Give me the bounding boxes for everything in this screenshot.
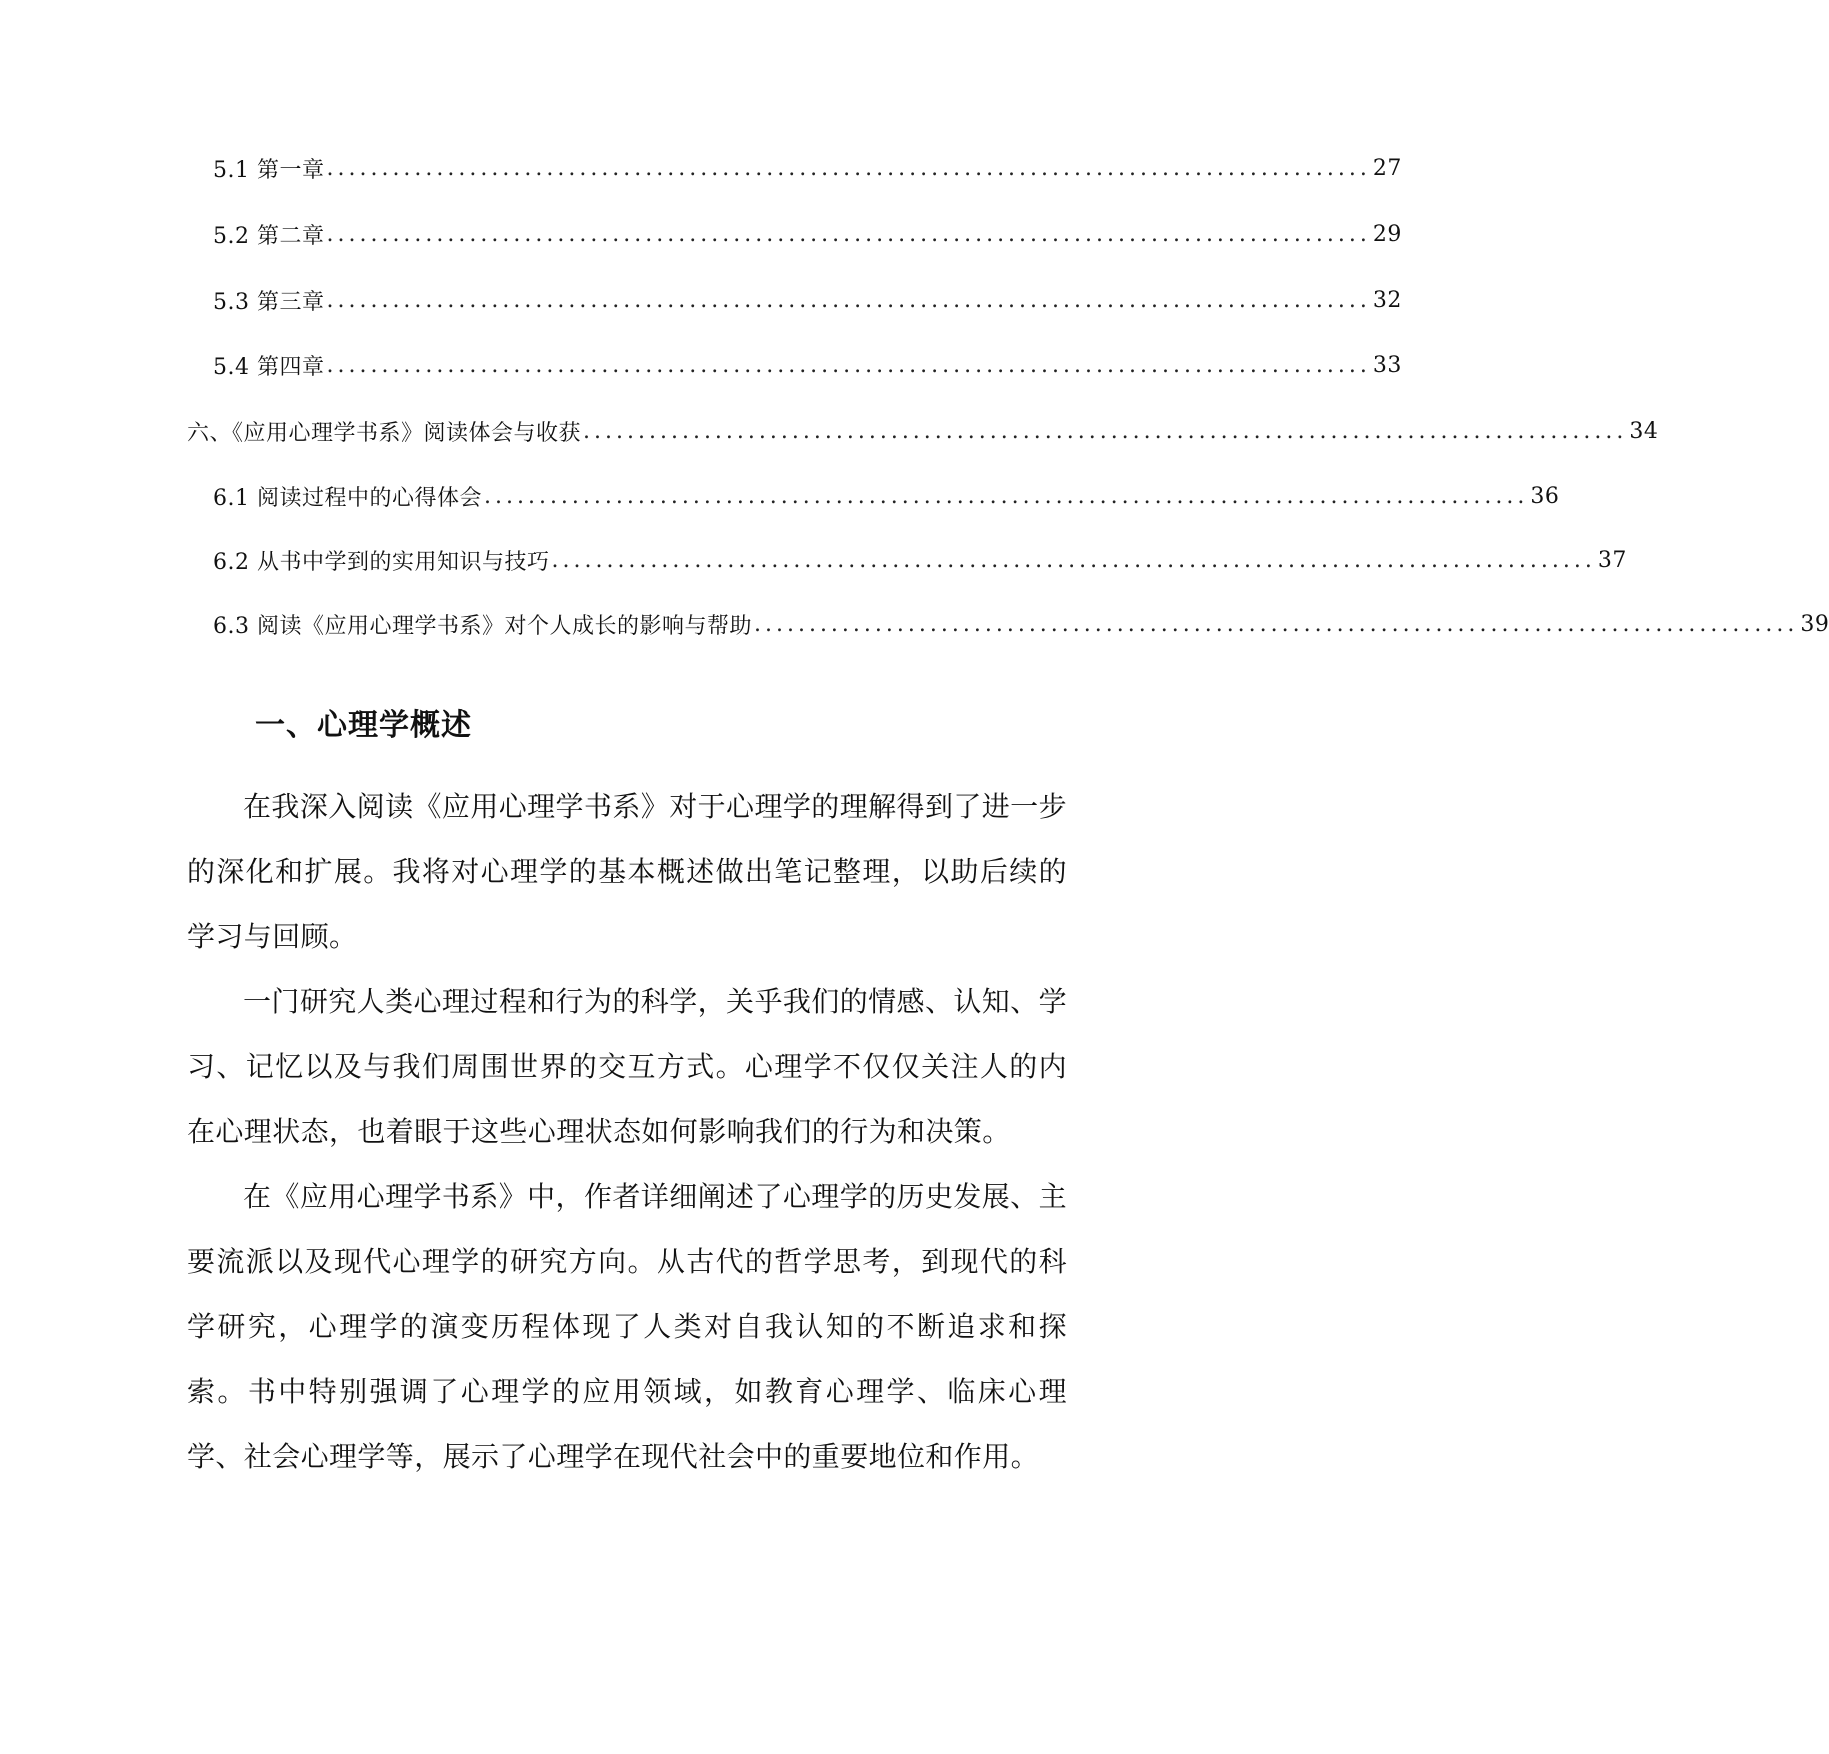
toc-entry-label: 6.1 阅读过程中的心得体会 [213, 485, 482, 511]
toc-page-number: 33 [1372, 352, 1402, 378]
toc-dot-leader: ............................................................................................... [551, 547, 1596, 573]
toc-dot-leader: ............................................................................................... [326, 155, 1371, 181]
toc-entry-label: 5.1 第一章 [213, 157, 325, 183]
toc-page-number: 32 [1372, 287, 1402, 313]
toc-entry-5-1[interactable] [213, 148, 1402, 188]
toc-entry-label: 5.2 第二章 [213, 223, 325, 249]
toc-page-number: 36 [1530, 483, 1560, 509]
body-paragraph: 一门研究人类心理过程和行为的科学，关乎我们的情感、认知、学习、记忆以及与我们周围世界的交互方式。心理学不仅仅关注人的内在心理状态，也着眼于这些心理状态如何影响我们的行为和决策。 [187, 985, 1067, 1148]
toc-entry-label: 6.3 阅读《应用心理学书系》对个人成长的影响与帮助 [213, 613, 752, 639]
toc-page-number: 37 [1597, 547, 1627, 573]
toc-page-number: 27 [1372, 155, 1402, 181]
body-paragraph: 在我深入阅读《应用心理学书系》对于心理学的理解得到了进一步的深化和扩展。我将对心理学的基本概述做出笔记整理，以助后续的学习与回顾。 [187, 790, 1067, 953]
toc-dot-leader: ............................................................................................... [326, 352, 1371, 378]
toc-dot-leader: ............................................................................................... [753, 611, 1799, 637]
toc-dot-leader: ............................................................................................... [326, 221, 1371, 247]
section-body [187, 774, 1067, 1489]
toc-entry-6-2[interactable] [213, 540, 1627, 580]
body-paragraph: 在《应用心理学书系》中，作者详细阐述了心理学的历史发展、主要流派以及现代心理学的研究方向。从古代的哲学思考，到现代的科学研究，心理学的演变历程体现了人类对自我认知的不断追求和探索。书中特别强调了心理学的应用领域，如教育心理学、临床心理学、社会心理学等，展示了心理学在现代社会中的重要地位和作用。 [187, 1180, 1067, 1473]
toc-page-number: 34 [1629, 418, 1659, 444]
toc-dot-leader: ............................................................................................... [326, 287, 1371, 313]
toc-entry-5-4[interactable] [213, 345, 1402, 385]
toc-dot-leader: ............................................................................................... [483, 483, 1529, 509]
toc-entry-6-1[interactable] [213, 476, 1560, 516]
toc-entry-chapter-6[interactable] [187, 411, 1659, 451]
section-heading: 一、心理学概述 [255, 708, 472, 743]
toc-page-number: 39 [1800, 611, 1829, 637]
toc-entry-label: 六、《应用心理学书系》阅读体会与收获 [187, 420, 582, 446]
toc-entry-label: 5.4 第四章 [213, 354, 325, 380]
toc-dot-leader: ............................................................................................... [583, 418, 1628, 444]
toc-entry-6-3[interactable] [213, 604, 1829, 644]
toc-entry-5-2[interactable] [213, 214, 1402, 254]
toc-entry-label: 6.2 从书中学到的实用知识与技巧 [213, 549, 550, 575]
toc-entry-5-3[interactable] [213, 280, 1402, 320]
toc-entry-label: 5.3 第三章 [213, 289, 325, 315]
toc-page-number: 29 [1372, 221, 1402, 247]
